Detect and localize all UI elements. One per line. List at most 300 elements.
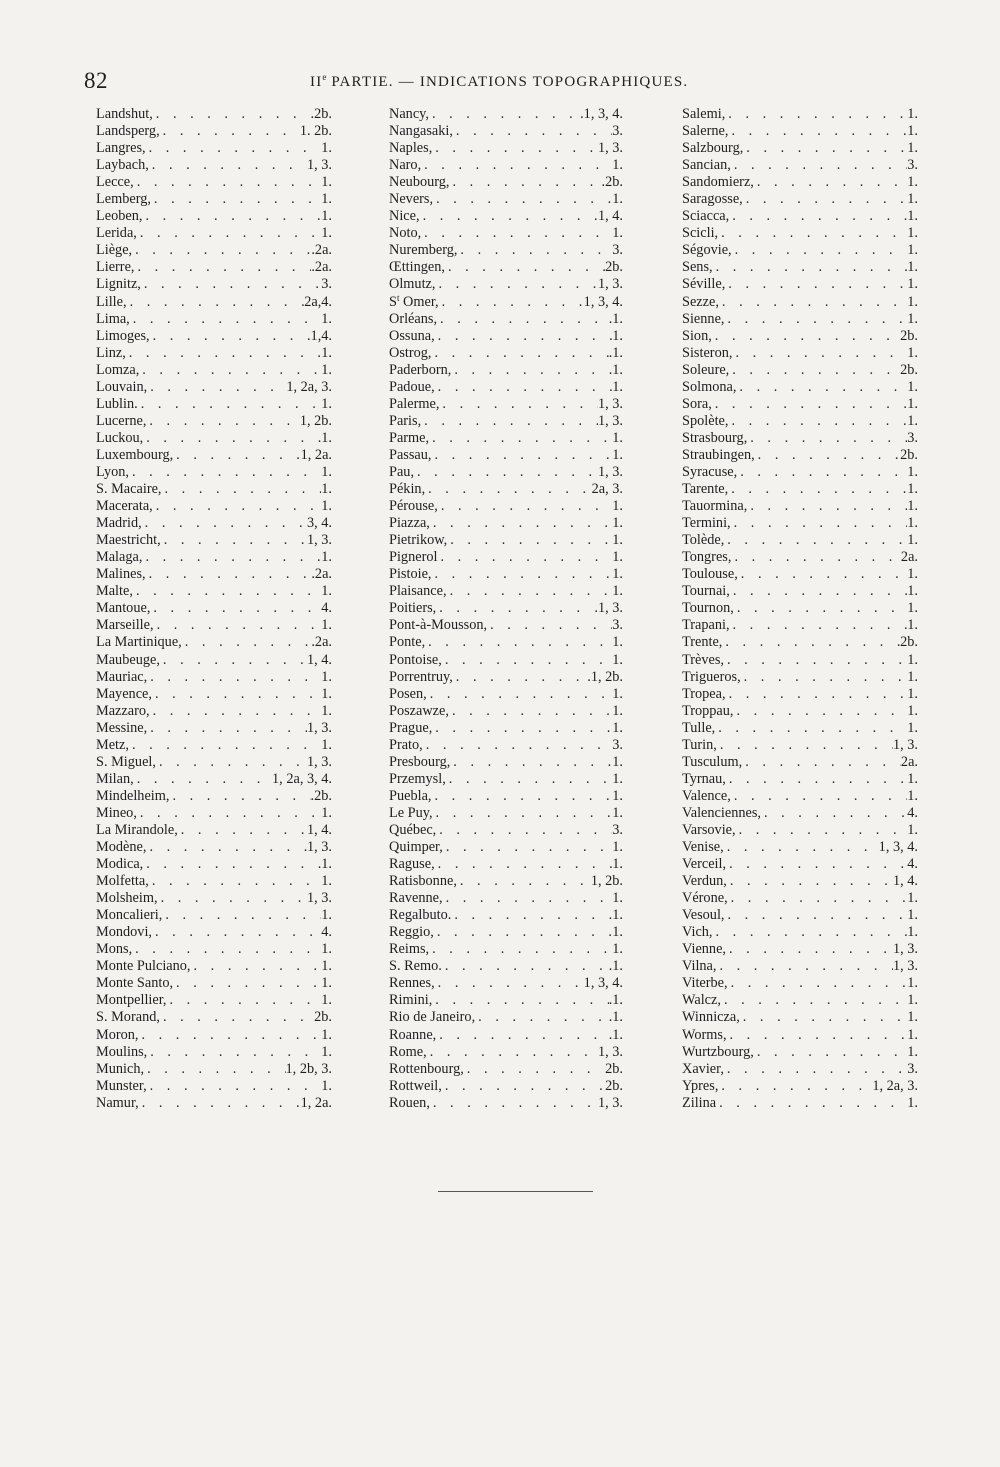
section-reference: 1. — [321, 702, 332, 719]
section-reference: 1. — [907, 412, 918, 429]
place-name: Rimini, — [389, 992, 433, 1009]
section-reference: 1. — [612, 446, 623, 463]
index-entry — [96, 276, 332, 293]
dot-leader — [173, 975, 321, 992]
dot-leader — [191, 958, 322, 975]
dot-leader — [718, 1078, 872, 1095]
dot-leader — [747, 430, 907, 447]
index-entry — [389, 311, 623, 328]
index-entry — [389, 975, 623, 992]
section-reference: 1. — [907, 770, 918, 787]
place-name: Lomza, — [96, 361, 140, 378]
index-entry — [389, 498, 623, 515]
section-reference: 1. — [612, 787, 623, 804]
dot-leader — [717, 737, 893, 754]
title-rest: PARTIE. — INDICATIONS TOPOGRAPHIQUES. — [326, 74, 689, 90]
section-reference: 1. — [321, 583, 332, 600]
place-name: Mazzaro, — [96, 702, 150, 719]
dot-leader — [178, 822, 307, 839]
index-entry — [682, 617, 918, 634]
dot-leader — [738, 566, 907, 583]
dot-leader — [755, 447, 900, 464]
place-name: Moncalieri, — [96, 907, 163, 924]
place-name: Pérouse, — [389, 498, 438, 515]
section-reference: 1. — [321, 941, 332, 958]
dot-leader — [725, 106, 907, 123]
index-entry — [682, 992, 918, 1009]
dot-leader — [432, 720, 612, 737]
dot-leader — [747, 498, 907, 515]
section-reference: 2a. — [900, 549, 918, 566]
dot-leader — [126, 345, 321, 362]
dot-leader — [147, 379, 286, 396]
place-name: Limoges, — [96, 327, 150, 344]
dot-leader — [442, 1078, 605, 1095]
dot-leader — [167, 992, 322, 1009]
place-name: La Mirandole, — [96, 821, 178, 838]
running-head-title — [310, 72, 688, 91]
index-entry — [682, 106, 918, 123]
section-reference: 1. — [612, 702, 623, 719]
section-reference: 1. — [612, 839, 623, 856]
place-name: Sion, — [682, 327, 712, 344]
index-entry — [389, 907, 623, 924]
place-name: Prato, — [389, 736, 423, 753]
section-reference: 3. — [907, 157, 918, 174]
dot-leader — [429, 106, 580, 123]
place-name: Tournai, — [682, 583, 730, 600]
place-name: Louvain, — [96, 378, 148, 395]
dot-leader — [731, 788, 907, 805]
place-name: Strasbourg, — [682, 429, 748, 446]
section-reference: 1, 3. — [306, 719, 332, 736]
index-entry — [96, 362, 332, 379]
index-entry — [96, 583, 332, 600]
index-entry — [389, 805, 623, 822]
place-name: Tyrnau, — [682, 770, 726, 787]
part-roman: II — [310, 74, 323, 90]
place-name: Mauriac, — [96, 668, 148, 685]
index-entry — [389, 1078, 623, 1095]
section-reference: 1, 3. — [597, 463, 623, 480]
dot-leader — [150, 328, 307, 345]
dot-leader — [727, 1027, 908, 1044]
section-reference: 2a,4. — [304, 293, 332, 310]
index-entry — [96, 566, 332, 583]
section-reference: .2a. — [311, 566, 332, 583]
dot-leader — [132, 242, 311, 259]
place-name: S. Morand, — [96, 1009, 160, 1026]
dot-leader — [150, 703, 322, 720]
dot-leader — [432, 447, 613, 464]
section-reference: 1. — [321, 429, 332, 446]
section-reference: 1. — [612, 549, 623, 566]
section-reference: 1. — [321, 208, 332, 225]
index-entry — [389, 1044, 623, 1061]
dot-leader — [724, 1061, 907, 1078]
section-reference: 1, 3. — [597, 276, 623, 293]
dot-leader — [443, 890, 613, 907]
dot-leader — [457, 242, 612, 259]
section-reference: 1. — [612, 753, 623, 770]
section-reference: 1. — [907, 1094, 918, 1111]
section-reference: 1, 2b, 3. — [285, 1060, 332, 1077]
section-reference: 2b. — [605, 1077, 623, 1094]
dot-leader — [143, 430, 321, 447]
section-reference: 1. — [907, 208, 918, 225]
section-reference: 1, 3. — [306, 753, 332, 770]
section-reference: 1. — [612, 941, 623, 958]
section-reference: 1. — [612, 804, 623, 821]
section-reference: 1, 2b. — [590, 873, 623, 890]
dot-leader — [447, 532, 612, 549]
index-entry — [682, 532, 918, 549]
index-entry — [682, 822, 918, 839]
place-name: Verdun, — [682, 873, 727, 890]
dot-leader — [449, 703, 612, 720]
place-name: Nangasaki, — [389, 123, 453, 140]
place-name: Pontoise, — [389, 651, 442, 668]
index-entry — [96, 294, 332, 311]
index-entry — [682, 225, 918, 242]
place-name: Nancy, — [389, 106, 429, 122]
index-entry — [96, 123, 332, 140]
index-entry — [389, 396, 623, 413]
dot-leader — [142, 208, 321, 225]
place-name: S. Macaire, — [96, 481, 162, 498]
index-entry — [682, 856, 918, 873]
place-name: Sora, — [682, 395, 712, 412]
place-name: Toulouse, — [682, 566, 738, 583]
section-reference: 4. — [321, 924, 332, 941]
dot-leader — [152, 686, 321, 703]
dot-leader — [138, 396, 322, 413]
place-name: Parme, — [389, 429, 430, 446]
section-reference: .2a. — [311, 259, 332, 276]
place-name: Mineo, — [96, 804, 137, 821]
index-entry — [389, 225, 623, 242]
dot-leader — [134, 174, 322, 191]
index-entry — [96, 890, 332, 907]
index-entry — [389, 634, 623, 651]
place-name: Maestricht, — [96, 532, 161, 549]
place-name: Pietrikow, — [389, 532, 448, 549]
index-entry — [96, 174, 332, 191]
section-reference: 1. — [907, 719, 918, 736]
place-name: Sandomierz, — [682, 174, 754, 191]
section-reference: 1, 2a. — [300, 446, 332, 463]
dot-leader — [451, 362, 608, 379]
dot-leader — [754, 174, 907, 191]
section-reference: 1. — [321, 958, 332, 975]
index-entry — [682, 430, 918, 447]
index-entry — [682, 873, 918, 890]
dot-leader — [432, 140, 598, 157]
dot-leader — [436, 600, 594, 617]
index-entry — [389, 1009, 623, 1026]
index-entry — [682, 805, 918, 822]
section-reference: 2b. — [605, 259, 623, 276]
place-name: Raguse, — [389, 856, 435, 873]
place-name: Lerida, — [96, 225, 137, 242]
dot-leader — [713, 259, 908, 276]
index-entry — [682, 379, 918, 396]
dot-leader — [726, 856, 907, 873]
dot-leader — [158, 890, 307, 907]
index-entry — [682, 890, 918, 907]
place-name: Rottenbourg, — [389, 1060, 464, 1077]
dot-leader — [173, 447, 300, 464]
place-name: Le Puy, — [389, 804, 433, 821]
place-name: Ossuna, — [389, 327, 435, 344]
place-name: Lucerne, — [96, 412, 147, 429]
index-entry — [682, 191, 918, 208]
place-name: Reggio, — [389, 924, 434, 941]
dot-leader — [152, 924, 321, 941]
index-entry — [96, 481, 332, 498]
place-name: Ravenne, — [389, 890, 443, 907]
place-name: Leoben, — [96, 208, 143, 225]
section-reference: .2a. — [311, 242, 332, 259]
index-entry — [96, 771, 332, 788]
section-reference: .1. — [608, 1026, 623, 1043]
index-entry — [96, 669, 332, 686]
dot-leader — [143, 856, 321, 873]
index-entry — [389, 174, 623, 191]
index-entry — [96, 737, 332, 754]
dot-leader — [724, 839, 879, 856]
section-reference: 1. — [907, 975, 918, 992]
place-name: Munster, — [96, 1077, 147, 1094]
section-reference: 1. — [321, 668, 332, 685]
dot-leader — [434, 924, 612, 941]
index-entry — [682, 1009, 918, 1026]
dot-leader — [713, 924, 908, 941]
section-reference: 1. — [612, 890, 623, 907]
place-name: Sciacca, — [682, 208, 730, 225]
dot-leader — [433, 805, 613, 822]
index-entry — [682, 941, 918, 958]
index-entry — [96, 532, 332, 549]
section-reference: 4. — [907, 804, 918, 821]
dot-leader — [722, 634, 900, 651]
dot-leader — [727, 873, 893, 890]
index-entry — [96, 975, 332, 992]
index-entry — [682, 839, 918, 856]
index-entry — [389, 328, 623, 345]
dot-leader — [146, 413, 299, 430]
section-reference: 1. — [321, 310, 332, 327]
place-name: Piazza, — [389, 515, 430, 532]
dot-leader — [450, 174, 602, 191]
index-entry — [389, 924, 623, 941]
index-entry — [389, 532, 623, 549]
section-reference: 1, 3. — [597, 1043, 623, 1060]
dot-leader — [728, 123, 907, 140]
dot-leader — [156, 754, 307, 771]
dot-leader — [146, 566, 312, 583]
dot-leader — [421, 157, 612, 174]
index-entry — [389, 686, 623, 703]
section-reference: 1. — [612, 856, 623, 873]
section-reference: 1. — [907, 924, 918, 941]
index-entry — [389, 566, 623, 583]
dot-leader — [732, 242, 908, 259]
dot-leader — [730, 583, 907, 600]
section-reference: 3. — [612, 736, 623, 753]
section-reference: 1. — [612, 532, 623, 549]
index-entry — [389, 652, 623, 669]
dot-leader — [139, 1027, 322, 1044]
section-reference: 1. — [612, 515, 623, 532]
section-reference: 1. — [907, 617, 918, 634]
place-name: Roanne, — [389, 1026, 437, 1043]
dot-leader — [162, 481, 322, 498]
section-reference: 1. — [321, 873, 332, 890]
dot-leader — [721, 992, 907, 1009]
dot-leader — [420, 208, 598, 225]
index-entry — [682, 294, 918, 311]
place-name: Wurtzbourg, — [682, 1043, 754, 1060]
place-name: Naples, — [389, 140, 433, 157]
dot-leader — [130, 311, 322, 328]
index-entry — [96, 208, 332, 225]
index-entry — [682, 1044, 918, 1061]
section-reference: 1. — [612, 566, 623, 583]
section-reference: 1. — [321, 617, 332, 634]
dot-leader — [435, 856, 613, 873]
index-entry — [96, 447, 332, 464]
place-name: Ypres, — [682, 1077, 719, 1094]
index-entry — [682, 686, 918, 703]
index-entry — [96, 686, 332, 703]
place-name: Posen, — [389, 685, 427, 702]
dot-leader — [137, 805, 321, 822]
dot-leader — [414, 464, 598, 481]
section-reference: 1, 3. — [306, 839, 332, 856]
index-entry — [682, 549, 918, 566]
index-entry — [96, 600, 332, 617]
section-reference: 1. — [907, 668, 918, 685]
section-reference: 1. — [321, 856, 332, 873]
place-name: Pignerol — [389, 549, 438, 566]
index-entry — [682, 907, 918, 924]
index-entry — [389, 123, 623, 140]
section-reference: 1. — [907, 1009, 918, 1026]
place-name — [389, 294, 439, 311]
index-entry — [389, 958, 623, 975]
section-reference: 2b. — [900, 446, 918, 463]
place-name: Macerata, — [96, 498, 153, 515]
index-entry — [389, 294, 623, 311]
place-name: Soleure, — [682, 361, 730, 378]
place-name: Sancian, — [682, 157, 731, 174]
section-reference: 1. — [321, 225, 332, 242]
place-name: Nice, — [389, 208, 420, 225]
place-name: Pistoie, — [389, 566, 432, 583]
section-reference: 1, 3, 4. — [878, 839, 918, 856]
place-name: Séville, — [682, 276, 726, 293]
dot-leader — [725, 311, 908, 328]
dot-leader — [712, 328, 900, 345]
part-suffix: e — [322, 72, 327, 82]
place-name: Messine, — [96, 719, 148, 736]
index-entry — [96, 958, 332, 975]
place-name: Malines, — [96, 566, 146, 583]
index-entry — [682, 583, 918, 600]
dot-leader — [429, 941, 612, 958]
place-name: Mayence, — [96, 685, 152, 702]
place-name: Mindelheim, — [96, 787, 170, 804]
place-name: La Martinique, — [96, 634, 182, 651]
index-entry — [682, 174, 918, 191]
place-name: Termini, — [682, 515, 731, 532]
index-column-3 — [682, 106, 918, 1112]
index-entry — [389, 106, 623, 123]
index-entry — [682, 1095, 918, 1112]
dot-leader — [728, 975, 908, 992]
index-entry — [682, 924, 918, 941]
place-name: Syracuse, — [682, 463, 738, 480]
place-name: Moulins, — [96, 1043, 148, 1060]
section-reference: 1, 2a, 3. — [872, 1077, 918, 1094]
dot-leader — [457, 873, 591, 890]
dot-leader — [169, 788, 310, 805]
place-name: Maubeuge, — [96, 651, 160, 668]
place-name: Pont-à-Mousson, — [389, 617, 488, 634]
dot-leader — [153, 106, 311, 123]
place-name: Marseille, — [96, 617, 154, 634]
index-entry — [682, 413, 918, 430]
dot-leader — [141, 276, 321, 293]
index-entry — [682, 737, 918, 754]
place-name: Venise, — [682, 839, 724, 856]
section-reference: 1. — [907, 702, 918, 719]
index-entry — [96, 345, 332, 362]
index-entry — [96, 720, 332, 737]
section-reference: 1. — [907, 140, 918, 157]
section-reference: 4. — [907, 856, 918, 873]
index-entry — [389, 822, 623, 839]
dot-leader — [425, 481, 591, 498]
dot-leader — [162, 907, 321, 924]
place-name: Pau, — [389, 463, 415, 480]
place-name: Monte Santo, — [96, 975, 174, 992]
index-entry — [96, 1009, 332, 1026]
index-entry — [96, 515, 332, 532]
section-reference: 1. — [612, 327, 623, 344]
place-name: Tusculum, — [682, 753, 743, 770]
dot-leader — [743, 191, 908, 208]
section-reference: 1, 3. — [597, 412, 623, 429]
place-name: Mondovi, — [96, 924, 153, 941]
place-name: Worms, — [682, 1026, 727, 1043]
section-reference: 1. — [612, 634, 623, 651]
dot-leader — [146, 839, 307, 856]
dot-leader — [737, 464, 907, 481]
index-entry — [682, 720, 918, 737]
end-rule — [438, 1191, 593, 1192]
dot-leader — [432, 992, 608, 1009]
index-entry — [96, 754, 332, 771]
section-reference: 1. — [907, 1026, 918, 1043]
place-name: Munich, — [96, 1060, 145, 1077]
place-name: Tarente, — [682, 481, 729, 498]
section-reference: 1, 2a, 3, 4. — [272, 770, 332, 787]
section-reference: 1. — [612, 651, 623, 668]
section-reference: 1, 3. — [306, 532, 332, 549]
index-entry — [389, 1027, 623, 1044]
